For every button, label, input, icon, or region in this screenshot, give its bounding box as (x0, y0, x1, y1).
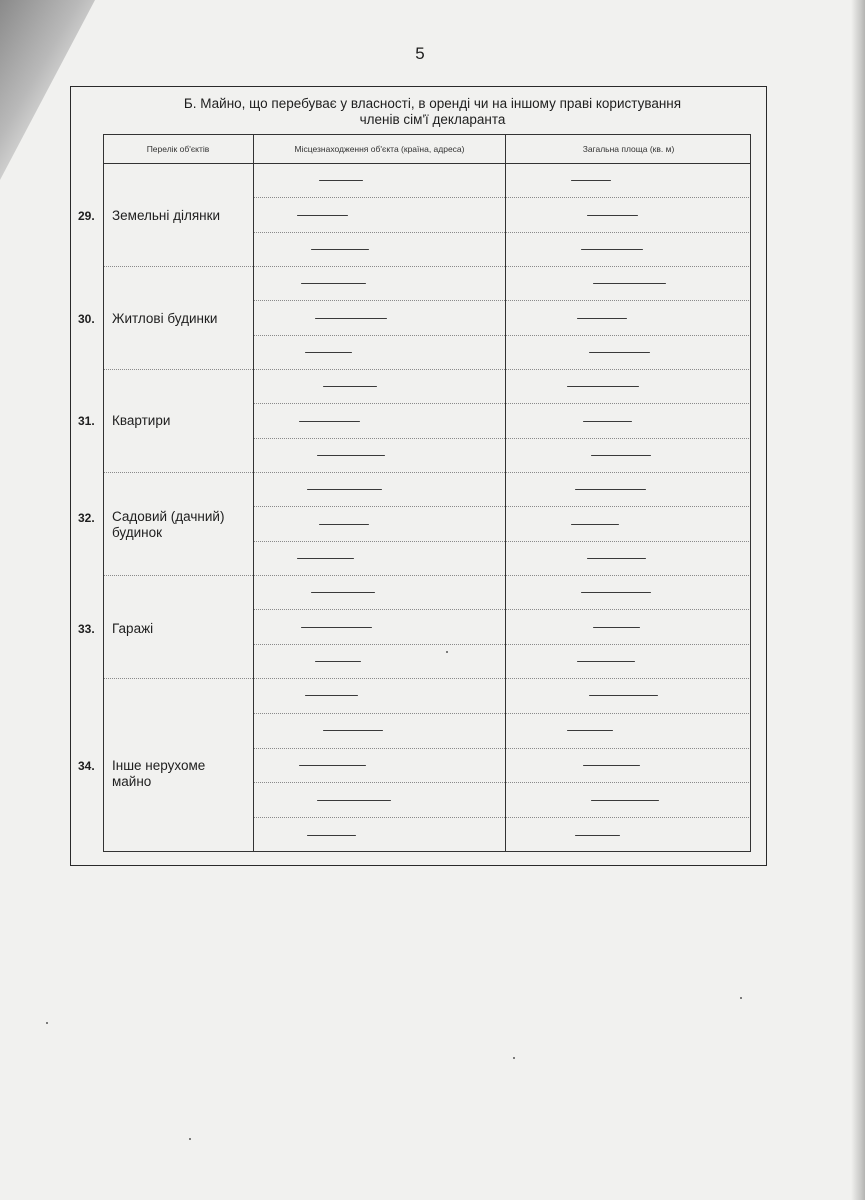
blank-dash-location (317, 455, 385, 456)
row-label-apartments: Квартири (112, 413, 171, 428)
blank-dash-location (305, 352, 352, 353)
entry-separator (254, 335, 751, 336)
blank-dash-area (589, 352, 650, 353)
blank-dash-area (583, 765, 640, 766)
row-number-33: 33. (78, 622, 95, 636)
blank-dash-area (593, 627, 640, 628)
row-label-garages: Гаражі (112, 621, 154, 636)
group-separator (103, 575, 751, 576)
entry-separator (254, 644, 751, 645)
group-separator (103, 369, 751, 370)
blank-dash-area (575, 835, 620, 836)
row-label-country-house: Садовий (дачний) будинок (112, 509, 225, 540)
scan-speck (46, 1022, 48, 1024)
blank-dash-location (305, 695, 358, 696)
blank-dash-location (301, 627, 372, 628)
table-right-border (750, 134, 751, 852)
entry-separator (254, 817, 751, 818)
entry-separator (254, 782, 751, 783)
scan-speck (189, 1138, 191, 1140)
entry-separator (254, 232, 751, 233)
scan-speck (740, 997, 742, 999)
row-number-30: 30. (78, 312, 95, 326)
section-title-line2: членів сім'ї декларанта (359, 112, 506, 127)
blank-dash-location (323, 730, 383, 731)
entry-separator (254, 403, 751, 404)
property-table (103, 134, 751, 852)
blank-dash-area (583, 421, 632, 422)
row-label-houses: Житлові будинки (112, 311, 218, 326)
blank-dash-location (317, 800, 391, 801)
row-number-34: 34. (78, 759, 95, 773)
blank-dash-location (315, 318, 387, 319)
section-title (0, 96, 865, 128)
row-number-32: 32. (78, 511, 95, 525)
entry-separator (254, 506, 751, 507)
blank-dash-area (593, 283, 666, 284)
blank-dash-area (581, 249, 643, 250)
blank-dash-location (307, 835, 356, 836)
blank-dash-location (307, 489, 382, 490)
column-divider-1 (253, 134, 254, 852)
blank-dash-location (299, 421, 360, 422)
entry-separator (254, 438, 751, 439)
blank-dash-area (567, 386, 639, 387)
scan-speck (446, 651, 448, 653)
blank-dash-area (581, 592, 651, 593)
section-title-line1: Б. Майно, що перебуває у власності, в оренді чи на іншому праві користування (183, 96, 682, 111)
blank-dash-location (319, 524, 369, 525)
blank-dash-location (297, 215, 348, 216)
group-separator (103, 472, 751, 473)
table-top-border (103, 134, 751, 135)
entry-separator (254, 541, 751, 542)
blank-dash-location (323, 386, 377, 387)
header-location: Місцезнаходження об'єкта (країна, адреса) (294, 143, 465, 154)
blank-dash-area (591, 800, 659, 801)
scan-speck (513, 1057, 515, 1059)
blank-dash-area (577, 661, 635, 662)
blank-dash-location (301, 283, 366, 284)
page-number: 5 (415, 44, 425, 63)
header-area: Загальна площа (кв. м) (582, 143, 675, 154)
column-divider-2 (505, 134, 506, 852)
entry-separator (254, 197, 751, 198)
entry-separator (254, 609, 751, 610)
entry-separator (254, 300, 751, 301)
blank-dash-location (299, 765, 366, 766)
blank-dash-area (587, 558, 646, 559)
table-left-border (103, 134, 104, 852)
blank-dash-location (311, 249, 369, 250)
row-number-31: 31. (78, 414, 95, 428)
row-label-other-property: Інше нерухоме майно (112, 758, 206, 789)
blank-dash-location (319, 180, 363, 181)
table-bottom-border (103, 851, 751, 852)
blank-dash-location (297, 558, 354, 559)
scan-shadow-edge (851, 0, 865, 1200)
blank-dash-area (575, 489, 646, 490)
row-label-land: Земельні ділянки (112, 208, 221, 223)
header-bottom-border (103, 163, 751, 164)
blank-dash-location (311, 592, 375, 593)
blank-dash-area (587, 215, 638, 216)
blank-dash-area (567, 730, 613, 731)
blank-dash-area (571, 180, 611, 181)
entry-separator (254, 748, 751, 749)
blank-dash-location (315, 661, 361, 662)
blank-dash-area (571, 524, 619, 525)
group-separator (103, 266, 751, 267)
row-number-29: 29. (78, 209, 95, 223)
entry-separator (254, 713, 751, 714)
header-objects: Перелік об'єктів (146, 143, 210, 154)
blank-dash-area (577, 318, 627, 319)
group-separator (103, 678, 751, 679)
blank-dash-area (591, 455, 651, 456)
blank-dash-area (589, 695, 658, 696)
